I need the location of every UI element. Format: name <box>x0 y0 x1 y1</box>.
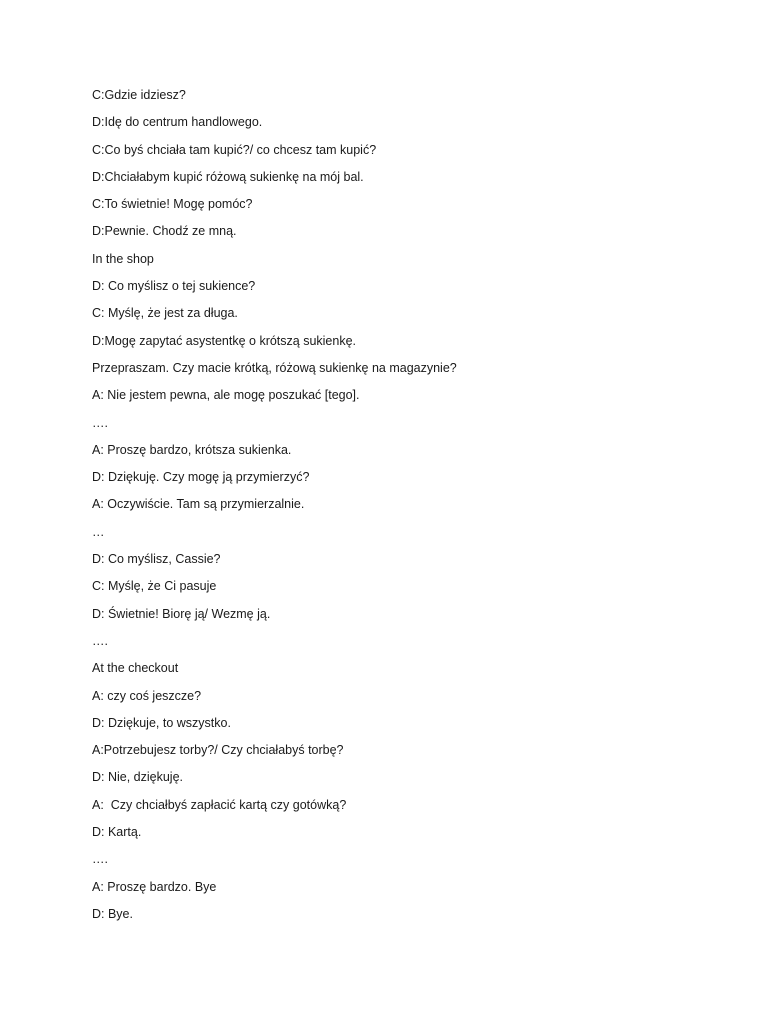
text-line: D: Co myślisz o tej sukience? <box>92 279 256 294</box>
text-line: D:Idę do centrum handlowego. <box>92 115 263 130</box>
ellipsis-line: …. <box>92 852 108 867</box>
text-line: A: czy coś jeszcze? <box>92 688 202 703</box>
text-line: C:Gdzie idziesz? <box>92 88 186 102</box>
text-line: A: Nie jestem pewna, ale mogę poszukać [tego]. <box>92 388 360 403</box>
ellipsis-line: …. <box>92 415 108 430</box>
text-line: Przepraszam. Czy macie krótką, różową sukienkę na magazynie? <box>92 360 457 375</box>
ellipsis-line: …. <box>92 633 108 648</box>
text-line: D: Nie, dziękuję. <box>92 770 184 785</box>
text-line: D: Bye. <box>92 906 133 921</box>
section-heading: In the shop <box>92 251 154 266</box>
text-line: D: Dziękuję. Czy mogę ją przymierzyć? <box>92 470 310 485</box>
ellipsis-line: … <box>92 524 105 539</box>
text-line: A:Potrzebujesz torby?/ Czy chciałabyś torbę? <box>92 743 344 758</box>
dialogue-text <box>92 85 732 931</box>
text-line: A: Oczywiście. Tam są przymierzalnie. <box>92 497 305 512</box>
text-line: D: Świetnie! Biorę ją/ Wezmę ją. <box>92 606 271 621</box>
text-line: D: Kartą. <box>92 825 142 840</box>
text-line: D:Chciałabym kupić różową sukienkę na mój bal. <box>92 169 364 184</box>
text-line: D: Co myślisz, Cassie? <box>92 552 221 567</box>
text-line: D: Dziękuje, to wszystko. <box>92 715 231 730</box>
text-line: D:Pewnie. Chodź ze mną. <box>92 224 237 239</box>
text-line: A: Proszę bardzo. Bye <box>92 879 217 894</box>
text-line: A: Czy chciałbyś zapłacić kartą czy gotówką? <box>92 797 347 812</box>
text-line: C:Co byś chciała tam kupić?/ co chcesz tam kupić? <box>92 142 377 157</box>
text-line: D:Mogę zapytać asystentkę o krótszą sukienkę. <box>92 333 357 348</box>
text-line: A: Proszę bardzo, krótsza sukienka. <box>92 442 292 457</box>
text-line: C: Myślę, że jest za długa. <box>92 306 238 321</box>
text-line: C: Myślę, że Ci pasuje <box>92 579 217 594</box>
text-line: C:To świetnie! Mogę pomóc? <box>92 197 253 212</box>
section-heading: At the checkout <box>92 661 179 676</box>
